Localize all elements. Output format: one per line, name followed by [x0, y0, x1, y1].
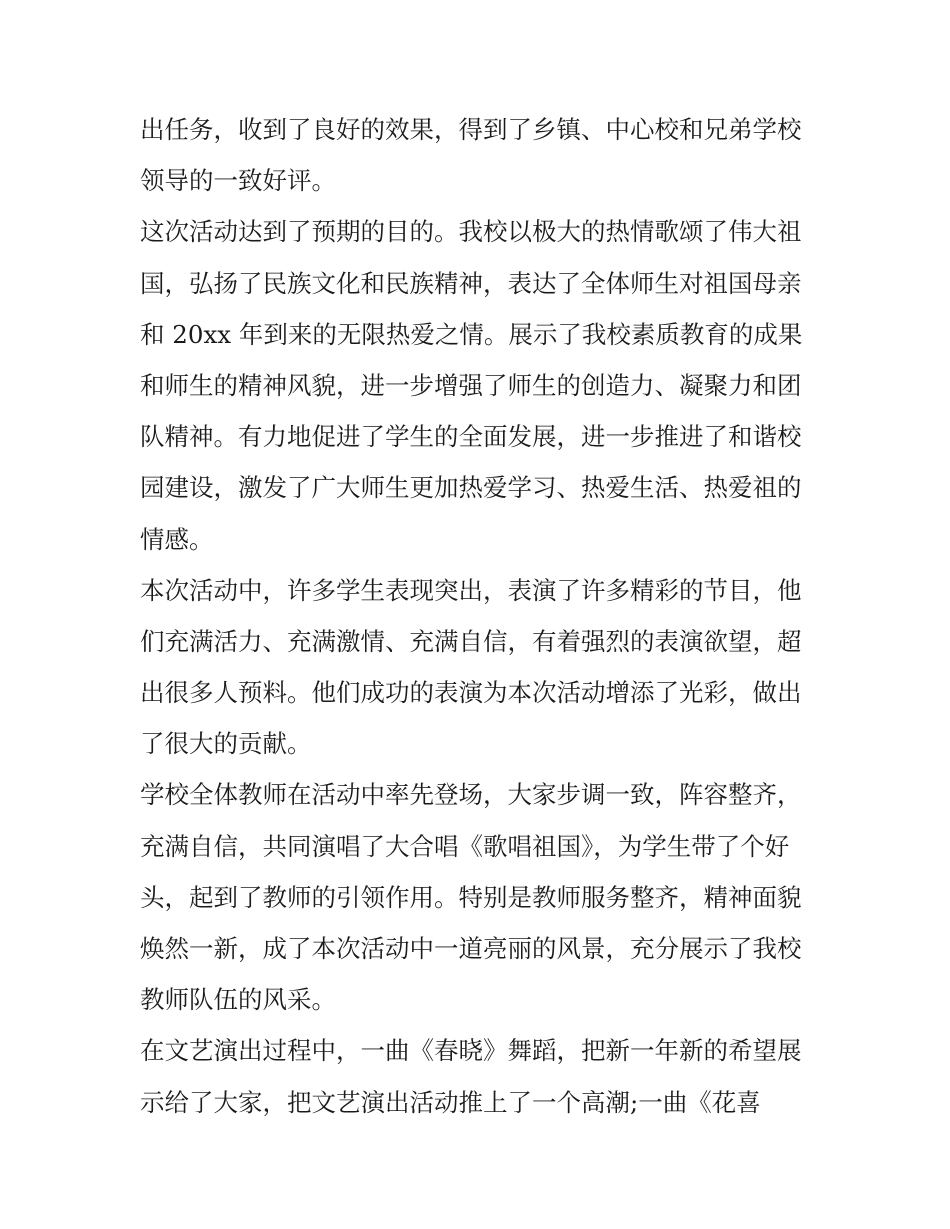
text-line: 焕然一新，成了本次活动中一道亮丽的风景，充分展示了我校 — [140, 934, 802, 963]
text-line: 充满自信，共同演唱了大合唱《歌唱祖国》，为学生带了个好 — [140, 831, 790, 861]
text-line: 头，起到了教师的引领作用。特别是教师服务整齐，精神面貌 — [140, 882, 802, 912]
text-line: 在文艺演出过程中，一曲《春晓》舞蹈，把新一年新的希望展 — [140, 1036, 802, 1066]
text-line: 本次活动中，许多学生表现突出，表演了许多精彩的节目，他 — [140, 575, 802, 605]
text-line: 园建设，激发了广大师生更加热爱学习、热爱生活、热爱祖的 — [140, 473, 802, 503]
document-body — [140, 104, 820, 1128]
text-line: 领导的一致好评。 — [140, 166, 336, 196]
text-line: 示给了大家，把文艺演出活动推上了一个高潮;一曲《花喜 — [140, 1087, 761, 1117]
text-line: 了很大的贡献。 — [140, 729, 312, 759]
text-line: 队精神。有力地促进了学生的全面发展，进一步推进了和谐校 — [140, 422, 802, 452]
text-line: 教师队伍的风采。 — [140, 985, 336, 1015]
text-line: 学校全体教师在活动中率先登场，大家步调一致，阵容整齐， — [140, 780, 802, 810]
text-line: 情感。 — [140, 524, 214, 554]
text-line: 这次活动达到了预期的目的。我校以极大的热情歌颂了伟大祖 — [140, 217, 802, 247]
text-line: 出很多人预料。他们成功的表演为本次活动增添了光彩，做出 — [140, 678, 802, 708]
text-line: 国，弘扬了民族文化和民族精神，表达了全体师生对祖国母亲 — [140, 268, 802, 298]
text-line: 和 20xx 年到来的无限热爱之情。展示了我校素质教育的成果 — [140, 319, 803, 349]
text-line: 和师生的精神风貌，进一步增强了师生的创造力、凝聚力和团 — [140, 370, 802, 400]
text-line: 出任务，收到了良好的效果，得到了乡镇、中心校和兄弟学校 — [140, 115, 802, 144]
text-line: 们充满活力、充满激情、充满自信，有着强烈的表演欲望，超 — [140, 626, 802, 656]
